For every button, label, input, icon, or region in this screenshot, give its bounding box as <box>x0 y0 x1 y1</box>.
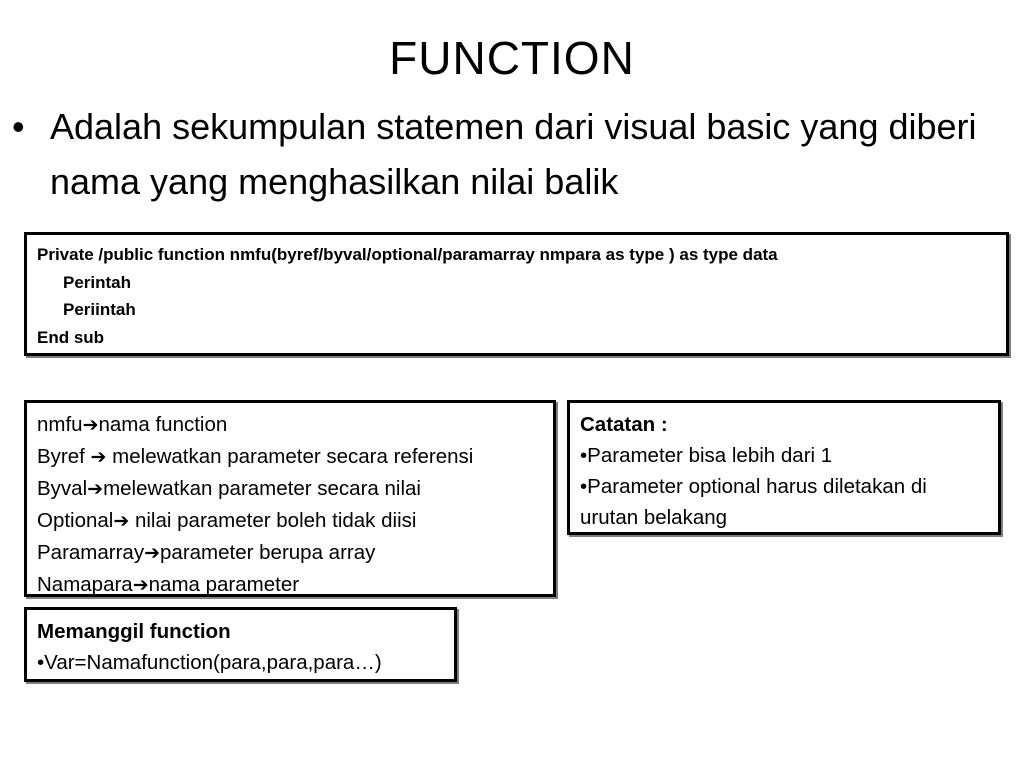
param-term: Optional <box>37 509 114 532</box>
arrow-right-icon: ➔ <box>87 478 104 500</box>
param-term: nmfu <box>37 413 83 436</box>
arrow-right-icon: ➔ <box>144 542 161 564</box>
param-term: Byref <box>37 445 91 468</box>
notes-heading: Catatan : <box>580 413 668 436</box>
syntax-box <box>24 232 1009 356</box>
notes-box <box>567 400 1001 535</box>
param-row-byval <box>37 473 543 505</box>
param-row-byref <box>37 441 543 473</box>
param-term: Paramarray <box>37 541 145 564</box>
slide-title: FUNCTION <box>389 32 635 84</box>
param-row-namapara <box>37 569 543 601</box>
call-heading: Memanggil function <box>37 620 231 643</box>
param-desc: nama parameter <box>148 573 300 596</box>
arrow-right-icon: ➔ <box>132 574 149 596</box>
arrow-right-icon: ➔ <box>90 446 107 468</box>
syntax-statement-2: Periintah <box>63 300 136 319</box>
syntax-declaration: Private /public function nmfu(byref/byval/optional/paramarray nmpara as type ) as type data <box>37 245 778 264</box>
param-row-paramarray <box>37 537 543 569</box>
intro-bullet <box>12 99 1012 209</box>
syntax-end: End sub <box>37 327 105 347</box>
note-item: •Parameter bisa lebih dari 1 <box>580 444 833 467</box>
intro-text: Adalah sekumpulan statemen dari visual basic yang diberi nama yang menghasilkan nilai balik <box>50 106 977 202</box>
parameter-definitions-box <box>24 400 556 597</box>
bullet-marker: • <box>12 106 25 147</box>
param-term: Namapara <box>37 573 133 596</box>
syntax-statement-1: Perintah <box>63 272 132 292</box>
note-item: •Parameter optional harus diletakan di urutan belakang <box>580 475 927 529</box>
call-function-box <box>24 607 457 682</box>
arrow-right-icon: ➔ <box>113 510 130 532</box>
arrow-right-icon: ➔ <box>82 414 99 436</box>
param-desc: nilai parameter boleh tidak diisi <box>129 509 417 532</box>
param-row-optional <box>37 505 543 537</box>
param-desc: melewatkan parameter secara referensi <box>106 445 474 468</box>
param-desc: parameter berupa array <box>160 541 376 564</box>
param-desc: melewatkan parameter secara nilai <box>103 477 421 500</box>
param-term: Byval <box>37 477 88 500</box>
param-desc: nama function <box>98 413 228 436</box>
param-row-nmfu <box>37 409 543 441</box>
call-example: •Var=Namafunction(para,para,para…) <box>37 651 382 674</box>
